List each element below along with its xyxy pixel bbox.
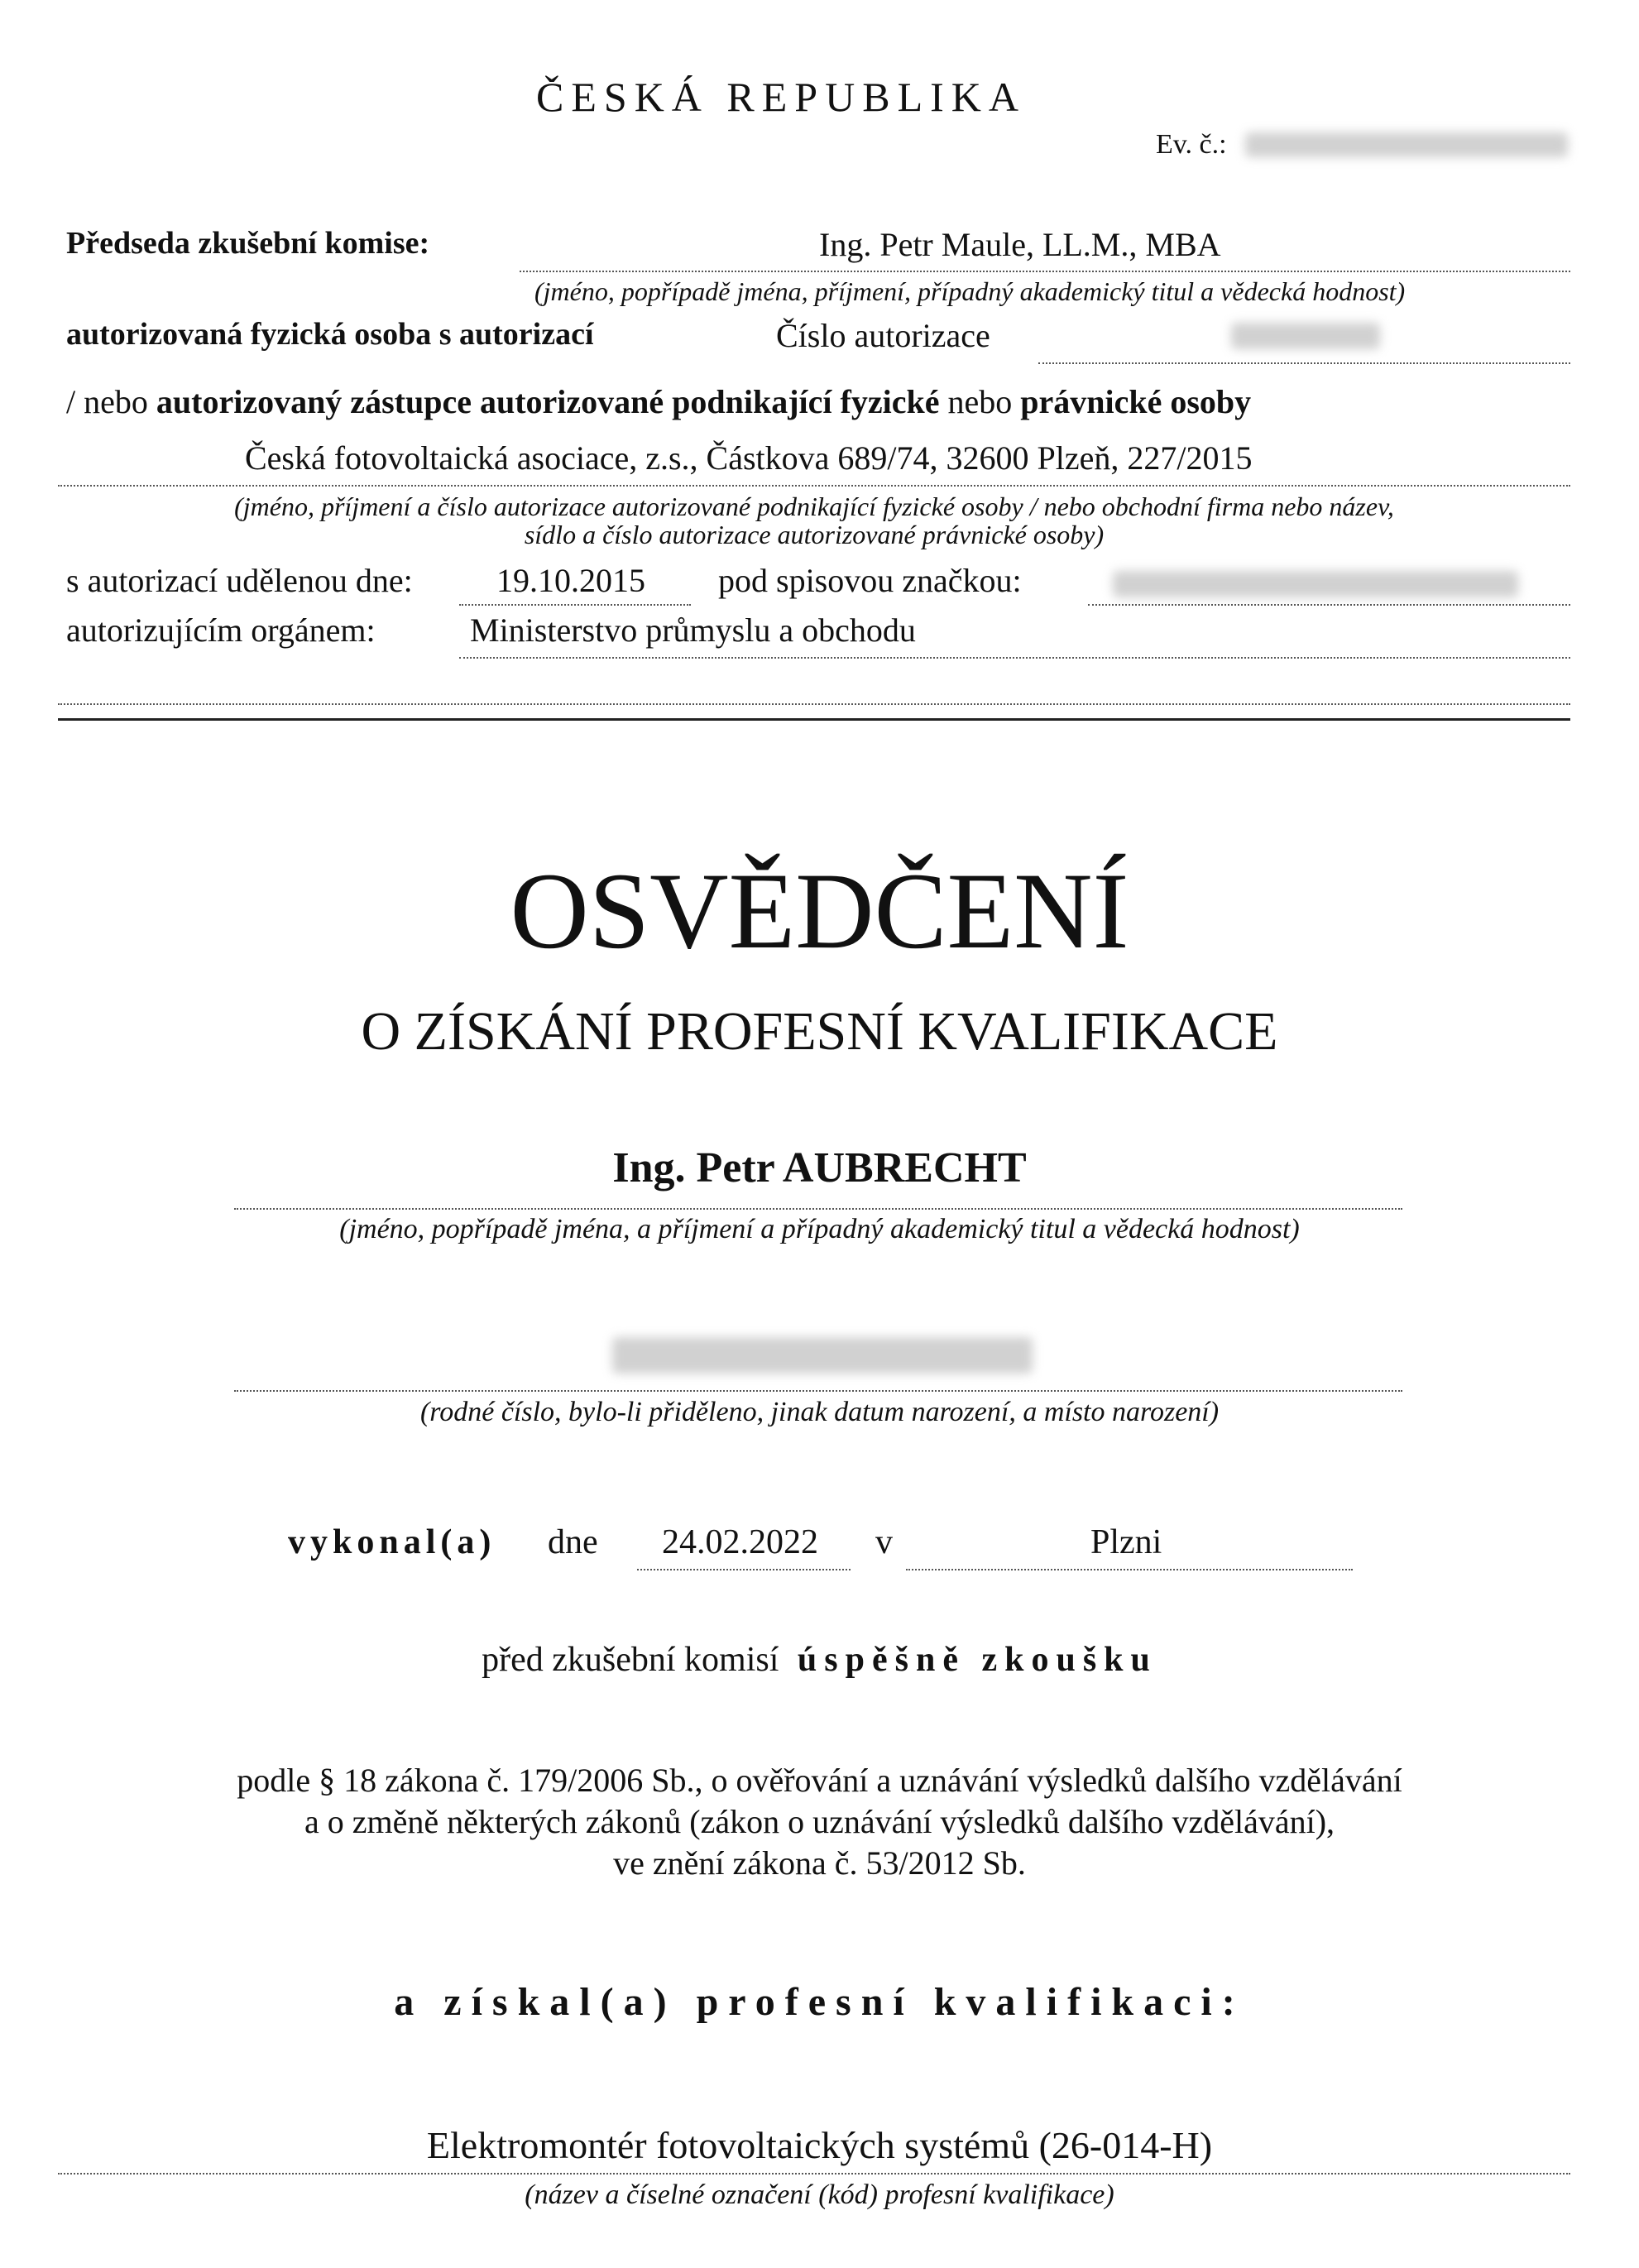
auth-person-label: autorizovaná fyzická osoba s autorizací	[66, 317, 594, 352]
chair-name-line	[520, 271, 1570, 272]
certificate-subtitle: O ZÍSKÁNÍ PROFESNÍ KVALIFIKACE	[361, 1001, 1278, 1062]
performed-label: vykonal(a)	[288, 1523, 496, 1561]
exam-place-line	[906, 1569, 1353, 1570]
organization-line: Česká fotovoltaická asociace, z.s., Částkova 689/74, 32600 Plzeň, 227/2015	[245, 439, 1253, 477]
birth-caption: (rodné číslo, bylo-li přiděleno, jinak datum narození, a místo narození)	[419, 1397, 1220, 1427]
authority-label: autorizujícím orgánem:	[66, 611, 376, 649]
ev-number-label: Ev. č.:	[1156, 129, 1227, 160]
holder-name: Ing. Petr AUBRECHT	[612, 1144, 1027, 1192]
qualification-caption: (název a číselné označení (kód) profesní kvalifikace)	[525, 2179, 1114, 2210]
holder-caption: (jméno, popřípadě jména, a příjmení a případný akademický titul a vědecká hodnost)	[339, 1214, 1300, 1244]
before-committee-text: před zkušební komisí	[482, 1641, 779, 1679]
success-text: úspěšně zkoušku	[797, 1641, 1157, 1679]
chair-caption: (jméno, popřípadě jména, příjmení, případný akademický titul a vědecká hodnost)	[534, 276, 1406, 306]
redacted-auth-number	[1231, 323, 1380, 349]
separator-dotted	[58, 703, 1570, 705]
country-heading: ČESKÁ REPUBLIKA	[536, 74, 1026, 120]
exam-date-line	[637, 1569, 851, 1570]
representative-bold-2: právnické osoby	[1020, 383, 1252, 420]
granted-label: s autorizací udělenou dne:	[66, 562, 413, 599]
or-prefix: / nebo	[66, 383, 148, 420]
file-number-line	[1088, 604, 1570, 606]
organization-caption-1: (jméno, příjmení a číslo autorizace autorizované podnikající fyzické osoby / nebo obchodní firma nebo název,	[234, 491, 1394, 521]
exam-place: Plzni	[1090, 1523, 1162, 1561]
or-mid: nebo	[947, 383, 1013, 420]
chair-label: Předseda zkušební komise:	[66, 226, 430, 261]
representative-bold-1: autorizovaný zástupce autorizované podnikající fyzické	[156, 383, 940, 420]
representative-line	[66, 382, 1251, 421]
redacted-birth-data	[612, 1337, 1033, 1374]
granted-date-line	[459, 604, 691, 606]
file-number-label: pod spisovou značkou:	[718, 562, 1022, 599]
redacted-file-number	[1113, 571, 1518, 597]
law-line-2: a o změně některých zákonů (zákon o uznávání výsledků dalšího vzdělávání),	[304, 1803, 1335, 1840]
redacted-ev-number	[1245, 132, 1568, 157]
exam-success-line	[0, 1640, 1639, 1680]
day-label: dne	[548, 1523, 598, 1561]
auth-number-label: Číslo autorizace	[776, 317, 990, 354]
separator-solid	[58, 718, 1570, 721]
holder-name-line	[234, 1208, 1402, 1210]
auth-number-line	[1038, 362, 1570, 364]
organization-caption-2: sídlo a číslo autorizace autorizované právnické osoby)	[524, 520, 1105, 549]
granted-date: 19.10.2015	[496, 562, 645, 599]
authority-value: Ministerstvo průmyslu a obchodu	[470, 611, 916, 649]
exam-date: 24.02.2022	[662, 1523, 818, 1561]
authority-line	[459, 657, 1570, 659]
qualification-name: Elektromontér fotovoltaických systémů (26-014-H)	[426, 2124, 1213, 2166]
chair-name: Ing. Petr Maule, LL.M., MBA	[819, 226, 1221, 263]
organization-line-rule	[58, 485, 1570, 487]
birth-line	[234, 1390, 1402, 1392]
in-label: v	[875, 1523, 893, 1561]
qualification-line	[58, 2173, 1570, 2174]
law-line-1: podle § 18 zákona č. 179/2006 Sb., o ověřování a uznávání výsledků dalšího vzdělávání	[237, 1762, 1402, 1799]
gained-qualification-heading: a získal(a) profesní kvalifikaci:	[394, 1980, 1245, 2024]
law-line-3: ve znění zákona č. 53/2012 Sb.	[613, 1844, 1026, 1882]
certificate-title: OSVĚDČENÍ	[510, 850, 1129, 971]
